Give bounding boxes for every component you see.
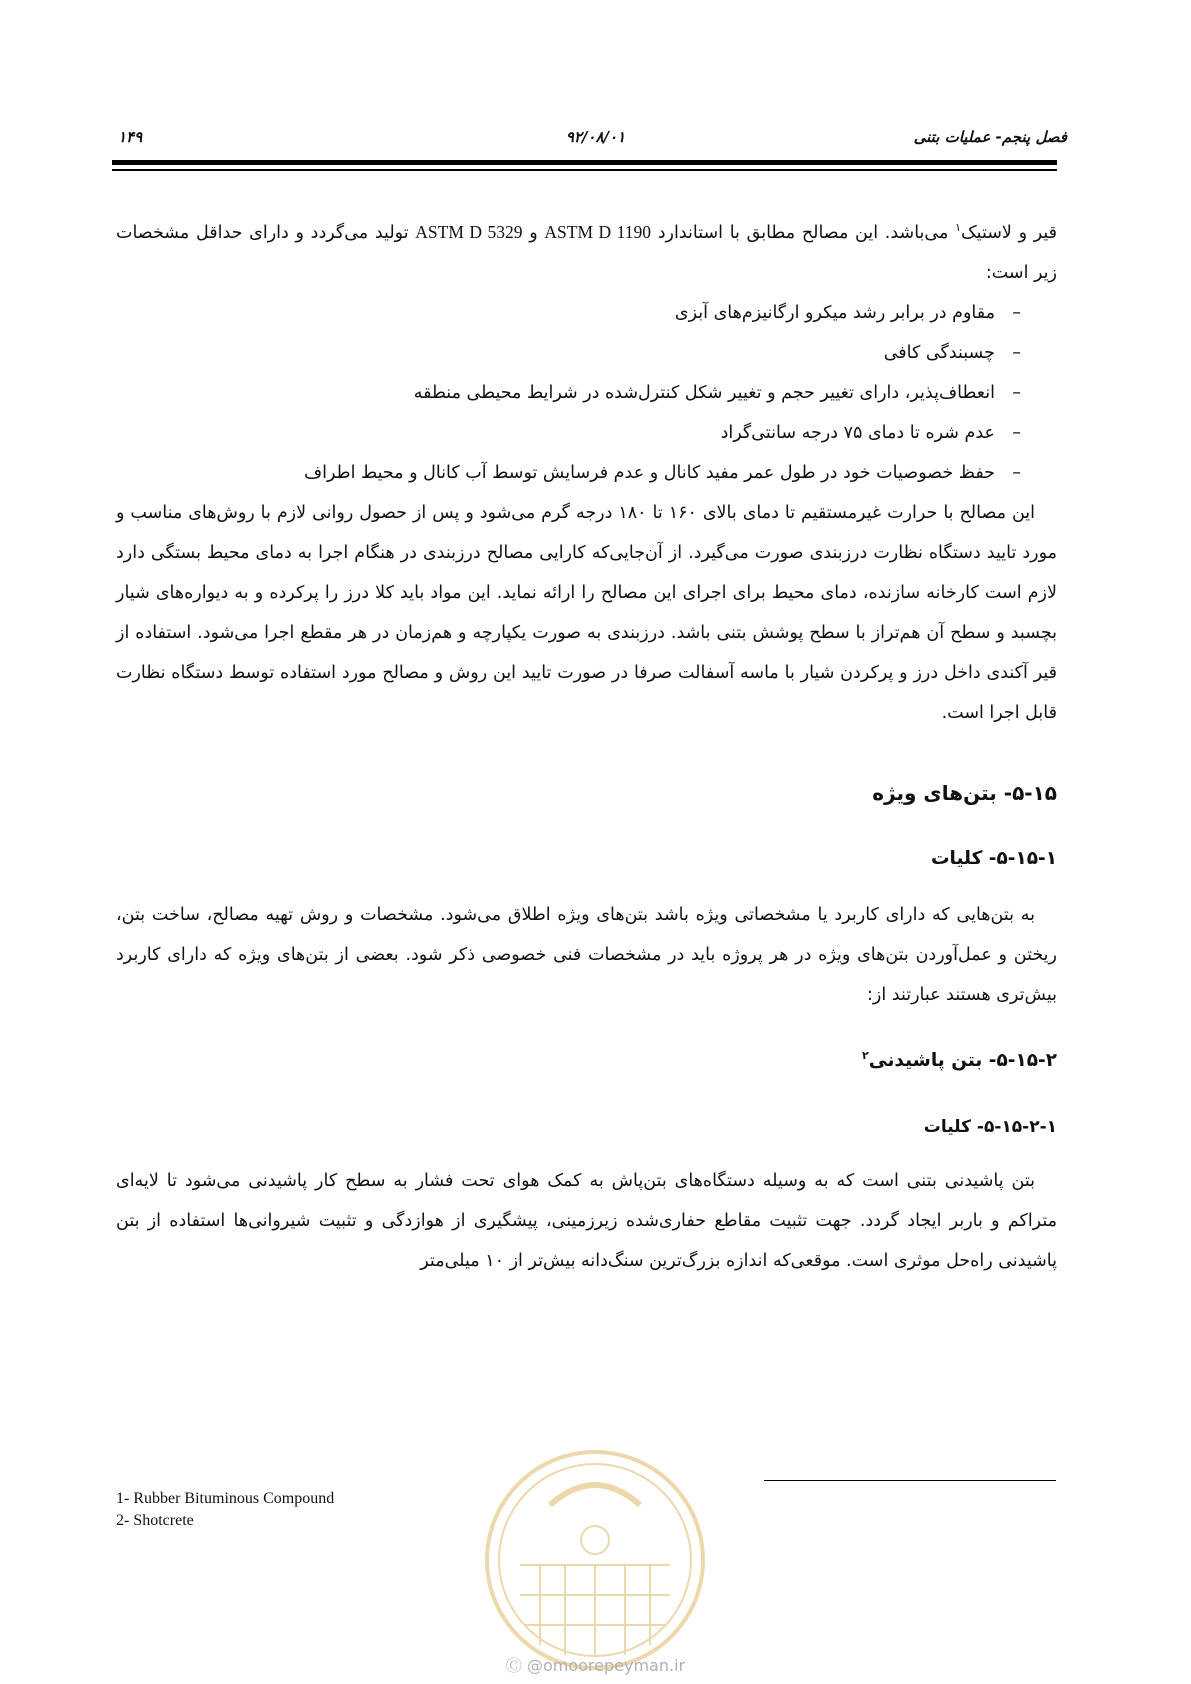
body-paragraph: به بتن‌هایی که دارای کاربرد یا مشخصاتی ویژه باشد بتن‌های ویژه اطلاق می‌شود. مشخصات و روش تهیه مصالح، ساخت بتن، ریختن و عمل‌آوردن بتن‌های ویژه در هر پروژه باید در مشخصات فنی خصوصی ذکر شود. بعضی از بتن‌های ویژه که دارای کاربرد بیش‌تری هستند عبارتند از: — [116, 905, 1057, 1005]
footnote-rule — [764, 1480, 1056, 1481]
list-item: – چسبندگی کافی — [883, 343, 1021, 363]
header-rule-thin — [112, 169, 1057, 171]
subsection-heading: ۵-۱۵-۱- کلیات — [930, 848, 1057, 869]
intro-paragraph: قیر و لاستیک$^۱$ می‌باشد. این مصالح مطابق با استاندارد ASTM D 1190 و ASTM D 5329 تولید می‌گردد و دارای حداقل مشخصات زیر است: — [116, 221, 1058, 283]
body-paragraph: بتن پاشیدنی بتنی است که به وسیله دستگاه‌های بتن‌پاش به کمک هوای تحت فشار به سطح کار پاشیدنی می‌شود تا لایه‌ای متراکم و باربر ایجاد گردد. جهت تثبیت مقاطع حفاری‌شده زیرزمینی، پیشگیری از هوازدگی و تثبیت شیروانی‌ها استفاده از بتن پاشیدنی راه‌حل موثری است. موقعی‌که اندازه بزرگ‌ترین سنگ‌دانه بیش‌تر از ۱۰ میلی‌متر — [116, 1171, 1057, 1271]
list-item: – مقاوم در برابر رشد میکرو ارگانیزم‌های آبزی — [674, 303, 1021, 323]
list-item: – عدم شره تا دمای ۷۵ درجه سانتی‌گراد — [720, 423, 1021, 443]
requirements-list — [116, 293, 1057, 493]
page-content — [116, 212, 1057, 1281]
chapter-title: فصل پنجم- عملیات بتنی — [913, 128, 1067, 146]
standard-astm-d1190: ASTM D 1190 — [544, 222, 652, 242]
subsection-heading: ۵-۱۵-۲- بتن پاشیدنی$^۲$ — [862, 1048, 1057, 1071]
header-rule-thick — [112, 160, 1057, 165]
seal-watermark-icon — [480, 1445, 710, 1675]
watermark-site: Ⓒ @omoorepeyman.ir — [505, 1656, 686, 1675]
page-number: ۱۴۹ — [118, 128, 143, 146]
footnote: 1- Rubber Bituminous Compound — [116, 1490, 335, 1507]
header-date: ۹۲/۰۸/۰۱ — [565, 128, 626, 146]
footnote-ref-2: ۲ — [862, 1048, 869, 1062]
footnotes — [116, 1488, 334, 1532]
standard-astm-d5329: ASTM D 5329 — [415, 222, 523, 242]
subsubsection-heading: ۵-۱۵-۲-۱- کلیات — [923, 1117, 1057, 1137]
section-heading: ۵-۱۵- بتن‌های ویژه — [872, 781, 1057, 805]
list-item: – حفظ خصوصیات خود در طول عمر مفید کانال و عدم فرسایش توسط آب کانال و محیط اطراف — [303, 463, 1021, 483]
body-paragraph: این مصالح با حرارت غیرمستقیم تا دمای بالای ۱۶۰ تا ۱۸۰ درجه گرم می‌شود و پس از حصول روانی لازم با روش‌های مناسب و مورد تایید دستگاه نظارت درزبندی صورت می‌گیرد. از آن‌جایی‌که کارایی مصالح درزبندی در هنگام اجرا به دمای محیط بستگی دارد لازم است کارخانه سازنده، دمای محیط برای اجرای این مصالح را ارائه نماید. این مواد باید کلا درز را پرکرده و به دیواره‌های شیار بچسبد و سطح آن هم‌تراز با سطح پوشش بتنی باشد. درزبندی به صورت یکپارچه و هم‌زمان در هر مقطع اجرا می‌شود. استفاده از قیر آکندی داخل درز و پرکردن شیار با ماسه آسفالت صرفا در صورت تایید این روش و مصالح مورد استفاده توسط دستگاه نظارت قابل اجرا است. — [116, 503, 1057, 723]
list-item: – انعطاف‌پذیر، دارای تغییر حجم و تغییر شکل کنترل‌شده در شرایط محیطی منطقه — [413, 383, 1021, 403]
footnote-ref-1: ۱ — [955, 221, 961, 235]
footnote: 2- Shotcrete — [116, 1512, 194, 1529]
